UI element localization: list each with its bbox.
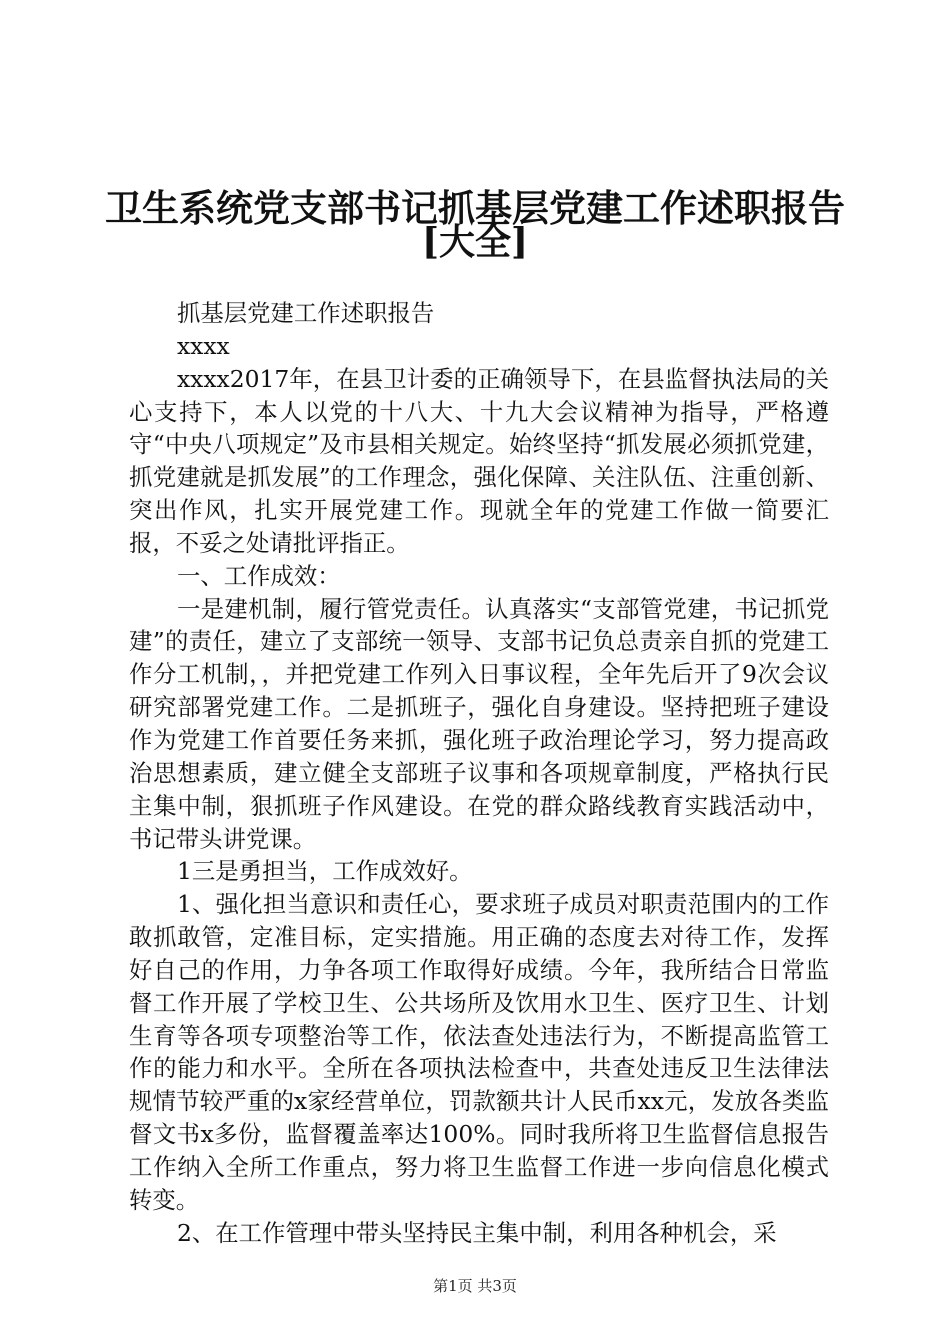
document-title: 卫生系统党支部书记抓基层党建工作述职报告 — [105, 186, 845, 230]
subsection-heading: 1三是勇担当，工作成效好。 — [176, 857, 473, 886]
document-body — [129, 297, 829, 1249]
document-title-suffix: [大全] — [421, 221, 529, 263]
page-number-footer: 第1页 共3页 — [433, 1277, 517, 1295]
author-paragraph: xxxx — [176, 331, 230, 360]
section-heading: 一、工作成效： — [176, 561, 341, 590]
subtitle-paragraph: 抓基层党建工作述职报告 — [176, 299, 435, 327]
intro-paragraph: xxxx2017年，在县卫计委的正确领导下，在县监督执法局的关心支持下，本人以党的十八大、十九大会议精神为指导，严格遵守“中央八项规定”及市县相关规定。始终坚持“抓发展必须抓党建，抓党建就是抓发展”的工作理念，强化保障、关注队伍、注重创新、突出作风，扎实开展党建工作。现就全年的党建工作做一简要汇报，不妥之处请批评指正。 — [129, 364, 829, 557]
body-paragraph: 1、强化担当意识和责任心，要求班子成员对职责范围内的工作敢抓敢管，定准目标，定实措施。用正确的态度去对待工作，发挥好自己的作用，力争各项工作取得好成绩。今年，我所结合日常监督工作开展了学校卫生、公共场所及饮用水卫生、医疗卫生、计划生育等各项专项整治等工作，依法查处违法行为，不断提高监管工作的能力和水平。全所在各项执法检查中，共查处违反卫生法律法规情节较严重的x家经营单位，罚款额共计人民币xx元，发放各类监督文书x多份，监督覆盖率达100%。同时我所将卫生监督信息报告工作纳入全所工作重点，努力将卫生监督工作进一步向信息化模式转变。 — [129, 890, 829, 1214]
body-paragraph: 2、在工作管理中带头坚持民主集中制，利用各种机会，采 — [176, 1218, 777, 1247]
body-paragraph: 一是建机制，履行管党责任。认真落实“支部管党建，书记抓党建”的责任，建立了支部统一领导、支部书记负总责亲自抓的党建工作分工机制，，并把党建工作列入日事议程，全年先后开了9次会议研究部署党建工作。二是抓班子，强化自身建设。坚持把班子建设作为党建工作首要任务来抓，强化班子政治理论学习，努力提高政治思想素质，建立健全支部班子议事和各项规章制度，严格执行民主集中制，狠抓班子作风建设。在党的群众路线教育实践活动中，书记带头讲党课。 — [129, 594, 829, 853]
